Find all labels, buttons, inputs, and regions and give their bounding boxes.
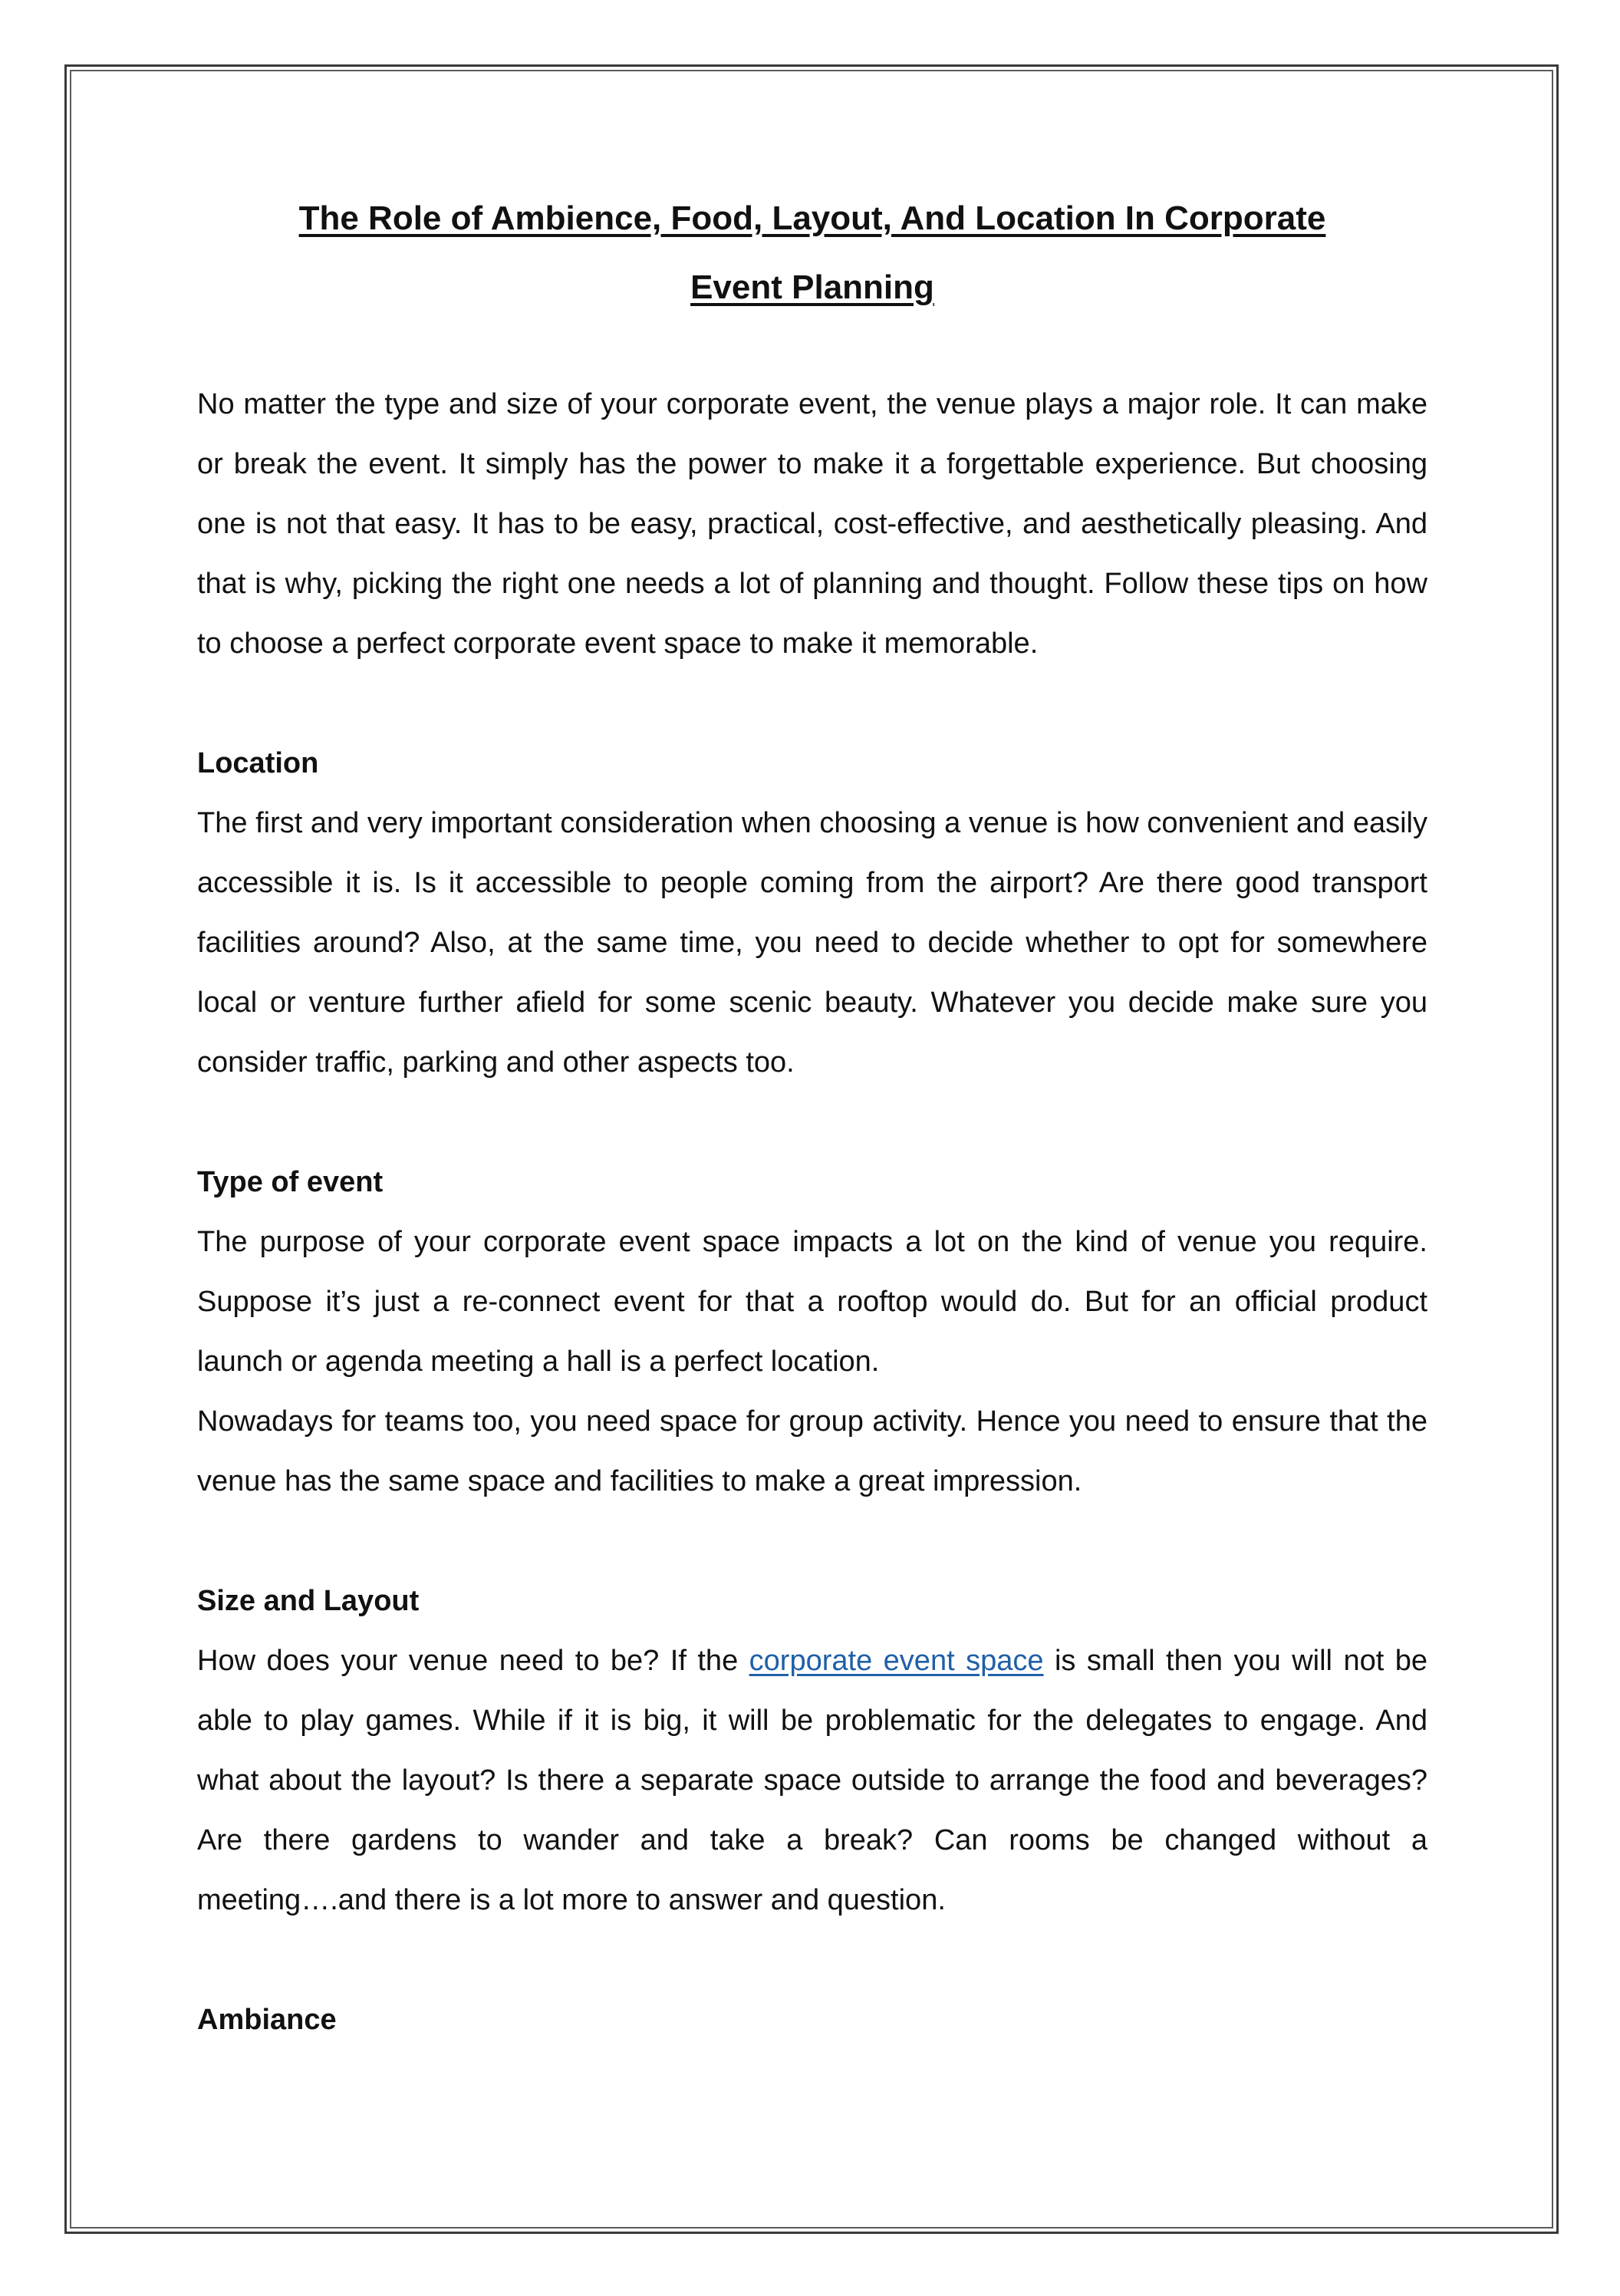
size-and-layout-text-after-link: is small then you will not be able to play games. While if it is big, it will be problematic for the delegates to engage. And what about the layout? Is there a separate space outside to arrange the food and beverages? Are there gardens to wander and take a break? Can rooms be changed without a meeting….and there is a lot more to answer and question. xyxy=(197,1645,1428,1916)
size-and-layout-paragraph xyxy=(197,1631,1427,1930)
section-heading-type-of-event: Type of event xyxy=(197,1166,384,1198)
section-heading-size-and-layout: Size and Layout xyxy=(197,1585,420,1617)
document-title: The Role of Ambience, Food, Layout, And Location In Corporate Event Planning xyxy=(298,199,1326,306)
spacer xyxy=(197,322,1427,374)
section-heading-location: Location xyxy=(197,747,319,779)
spacer xyxy=(197,674,1427,733)
spacer xyxy=(197,1092,1427,1152)
spacer xyxy=(197,1930,1427,1990)
type-of-event-paragraph-1: The purpose of your corporate event space impacts a lot on the kind of venue you require. Suppose it’s just a re-connect event for that a rooftop would do. But for an official product launch or agenda meeting a hall is a perfect location. xyxy=(197,1226,1427,1378)
type-of-event-paragraph-2: Nowadays for teams too, you need space for group activity. Hence you need to ensure that the venue has the same space and facilities to make a great impression. xyxy=(197,1405,1427,1497)
size-and-layout-text-before-link: How does your venue need to be? If the xyxy=(197,1645,749,1677)
intro-paragraph: No matter the type and size of your corporate event, the venue plays a major role. It can make or break the event. It simply has the power to make it a forgettable experience. But choosing one is not that easy. It has to be easy, practical, cost-effective, and aesthetically pleasing. And that is why, picking the right one needs a lot of planning and thought. Follow these tips on how to choose a perfect corporate event space to make it memorable. xyxy=(197,388,1427,660)
corporate-event-space-link[interactable]: corporate event space xyxy=(749,1645,1044,1677)
location-paragraph: The first and very important consideration when choosing a venue is how convenient and easily accessible it is. Is it accessible to people coming from the airport? Are there good transport facilities around? Also, at the same time, you need to decide whether to opt for somewhere local or venture further afield for some scenic beauty. Whatever you decide make sure you consider traffic, parking and other aspects too. xyxy=(197,807,1427,1079)
section-heading-ambiance: Ambiance xyxy=(197,2004,337,2036)
spacer xyxy=(197,1511,1427,1571)
document-body xyxy=(197,184,1427,2050)
